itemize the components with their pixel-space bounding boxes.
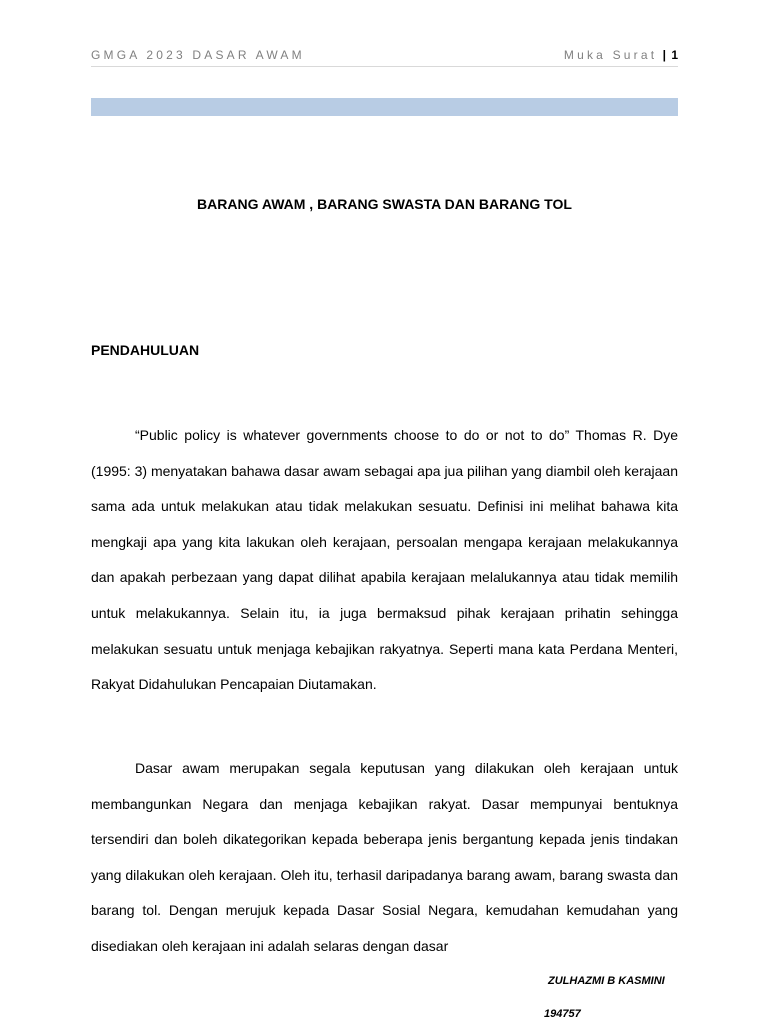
document-title: BARANG AWAM , BARANG SWASTA DAN BARANG TOL: [197, 196, 572, 212]
page-label: Muka Surat: [563, 48, 658, 62]
page-number-indicator: [564, 48, 678, 62]
section-heading: PENDAHULUAN: [91, 342, 200, 358]
header-separator: |: [662, 48, 666, 62]
header-title: GMGA 2023 DASAR AWAM: [91, 48, 305, 62]
page-header: [91, 46, 678, 67]
body-paragraph: “Public policy is whatever governments choose to do or not to do” Thomas R. Dye (1995: 3) menyatakan bahawa dasar awam sebagai apa jua pilihan yang diambil oleh kerajaan sama ada untuk melakukan atau tidak melakukan sesuatu. Definisi ini melihat bahawa kita mengkaji apa yang kita lakukan oleh kerajaan, persoalan mengapa kerajaan melakukannya dan apakah perbezaan yang dapat dilihat apabila kerajaan melalukannya atau tidak memilih untuk melakukannya. Selain itu, ia juga bermaksud pihak kerajaan prihatin sehingga melakukan sesuatu untuk menjaga kebajikan rakyatnya. Seperti mana kata Perdana Menteri, Rakyat Didahulukan Pencapaian Diutamakan.: [91, 427, 678, 693]
footer-author-name: ZULHAZMI B KASMINI: [548, 975, 665, 987]
accent-bar: [91, 98, 678, 116]
page-number: 1: [671, 48, 678, 62]
footer-author-id: 194757: [544, 1008, 581, 1020]
body-paragraph: Dasar awam merupakan segala keputusan yang dilakukan oleh kerajaan untuk membangunkan Negara dan menjaga kebajikan rakyat. Dasar mempunyai bentuknya tersendiri dan boleh dikategorikan kepada beberapa jenis bergantung kepada jenis tindakan yang dilakukan oleh kerajaan. Oleh itu, terhasil daripadanya barang awam, barang swasta dan barang tol. Dengan merujuk kepada Dasar Sosial Negara, kemudahan kemudahan yang disediakan oleh kerajaan ini adalah selaras dengan dasar: [91, 760, 678, 954]
